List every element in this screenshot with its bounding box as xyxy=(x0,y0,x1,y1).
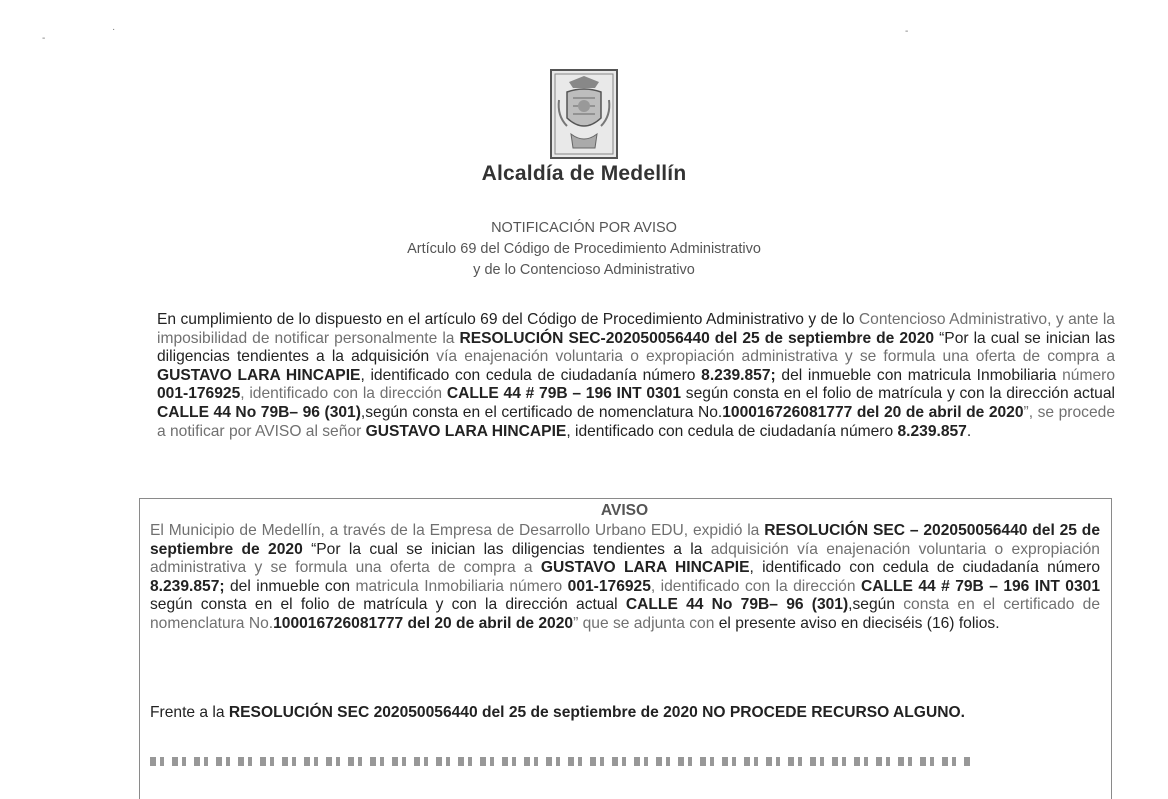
notice-subtitle-line1: Artículo 69 del Código de Procedimiento Administrativo xyxy=(407,241,761,257)
notice-title: NOTIFICACIÓN POR AVISO xyxy=(491,220,677,236)
aviso-paragraph: El Municipio de Medellín, a través de la Empresa de Desarrollo Urbano EDU, expidió la RESOLUCIÓN SEC – 202050056440 del 25 de septiembre de 2020 “Por la cual se inician las diligencias tendientes a la adquisición vía enajenación voluntaria o expropiación administrativa y se formula una oferta de compra a GUSTAVO LARA HINCAPIE, identificado con cedula de ciudadanía número 8.239.857; del inmueble con matricula Inmobiliaria número 001-176925, identificado con la dirección CALLE 44 # 79B – 196 INT 0301 según consta en el folio de matrícula y con la dirección actual CALLE 44 No 79B– 96 (301),según consta en el certificado de nomenclatura No.100016726081777 del 20 de abril de 2020” que se adjunta con el presente aviso en dieciséis (16) folios. xyxy=(150,522,1101,632)
intro-paragraph: En cumplimiento de lo dispuesto en el artículo 69 del Código de Procedimiento Administrativo y de lo Contencioso Administrativo, y ante la imposibilidad de notificar personalmente la RESOLUCIÓN SEC-202050056440 del 25 de septiembre de 2020 “Por la cual se inician las diligencias tendientes a la adquisición vía enajenación voluntaria o expropiación administrativa y se formula una oferta de compra a GUSTAVO LARA HINCAPIE, identificado con cedula de ciudadanía número 8.239.857; del inmueble con matricula Inmobiliaria número 001-176925, identificado con la dirección CALLE 44 # 79B – 196 INT 0301 según consta en el folio de matrícula y con la dirección actual CALLE 44 No 79B– 96 (301),según consta en el certificado de nomenclatura No.100016726081777 del 20 de abril de 2020”, se procede a notificar por AVISO al señor GUSTAVO LARA HINCAPIE, identificado con cedula de ciudadanía número 8.239.857. xyxy=(157,311,1116,440)
organization-name: Alcaldía de Medellín xyxy=(481,162,687,185)
frente-paragraph: Frente a la RESOLUCIÓN SEC 202050056440 del 25 de septiembre de 2020 NO PROCEDE RECURSO ALGUNO. xyxy=(150,704,965,721)
aviso-title: AVISO xyxy=(600,502,649,519)
coat-of-arms-icon xyxy=(549,68,619,160)
truncated-text-line xyxy=(150,757,970,766)
notice-subtitle-line2: y de lo Contencioso Administrativo xyxy=(473,262,695,278)
